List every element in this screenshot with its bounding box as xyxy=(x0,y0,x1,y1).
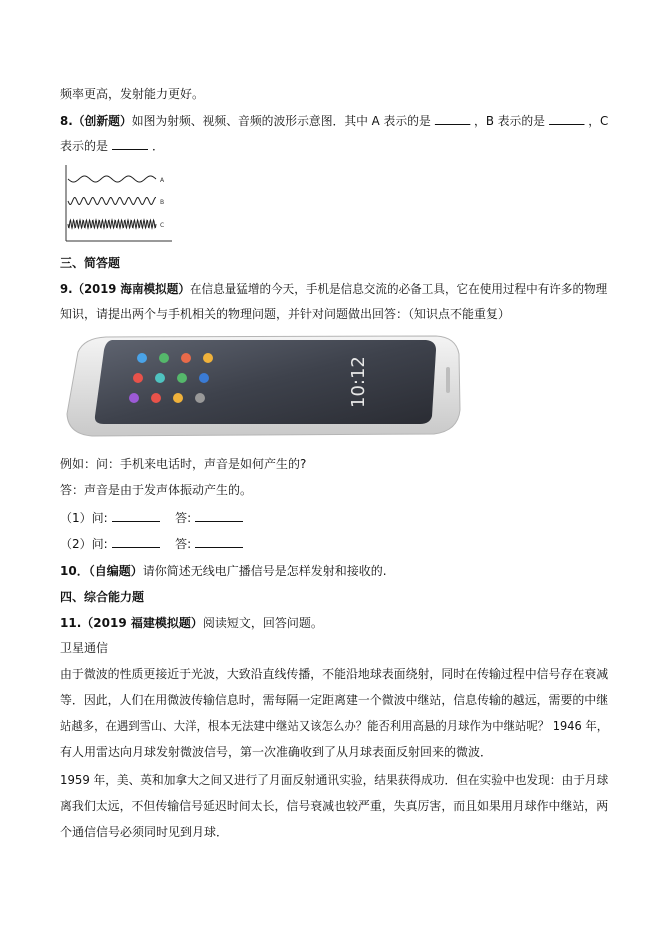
wave-label-a: A xyxy=(160,177,165,184)
app-icon xyxy=(155,373,165,383)
q9-item2-answer-label: 答: xyxy=(175,537,192,551)
wave-a-low-frequency xyxy=(68,176,156,182)
q9-example-answer: 答：声音是由于发声体振动产生的。 xyxy=(60,483,253,497)
q8-text-a: 如图为射频、视频、音频的波形示意图．其中 A 表示的是 xyxy=(131,114,431,128)
wave-c-high-frequency xyxy=(68,220,156,228)
question-10 xyxy=(60,563,387,579)
q8-blank-a[interactable] xyxy=(435,113,470,125)
wave-label-c: C xyxy=(160,222,165,229)
q11-p1-line-1: 由于微波的性质更接近于光波，大致沿直线传播，不能沿地球表面绕射，同时在传输过程中信号存在衰减 xyxy=(60,667,609,681)
q9-tag: （2019 海南模拟题） xyxy=(72,282,190,296)
app-icon xyxy=(173,393,183,403)
q8-blank-b[interactable] xyxy=(549,113,584,125)
q9-item2-question-blank[interactable] xyxy=(112,536,160,548)
q9-item1-question-blank[interactable] xyxy=(112,510,160,522)
q9-item-1 xyxy=(60,510,247,526)
section-3-heading: 三、简答题 xyxy=(60,256,121,270)
q11-p1-line-4: 有人用雷达向月球发射微波信号，第一次准确收到了从月球表面反射回来的微波． xyxy=(60,745,493,759)
q11-p2-line-1: 1959 年，美、英和加拿大之间又进行了月面反射通讯实验，结果获得成功．但在实验中也发现：由于月球 xyxy=(60,773,609,787)
app-icon xyxy=(159,353,169,363)
q8-tag: （创新题） xyxy=(72,114,132,128)
q9-item2-answer-blank[interactable] xyxy=(195,536,243,548)
wave-b-medium-frequency xyxy=(68,198,156,205)
question-8-line2 xyxy=(60,138,164,154)
q10-tag: （自编题） xyxy=(88,564,143,578)
q10-number: 10． xyxy=(60,564,89,578)
q8-blank-c[interactable] xyxy=(112,138,148,150)
app-icon xyxy=(133,373,143,383)
app-icon xyxy=(203,353,213,363)
q11-p2-line-2: 离我们太远，不但传输信号延迟时间太长，信号衰减也较严重，失真厉害，而且如果用月球作中继站，两 xyxy=(60,799,609,813)
app-icon xyxy=(195,393,205,403)
q9-item2-label: （2）问: xyxy=(60,537,108,551)
q11-number: 11. xyxy=(60,616,82,630)
phone-side-button xyxy=(446,367,450,393)
q11-p2-line-3: 个通信信号必须同时见到月球． xyxy=(60,825,229,839)
q11-tag: （2019 福建模拟题） xyxy=(81,616,203,630)
q8-text-c: ，C xyxy=(588,114,609,128)
q8-text-end: ． xyxy=(152,139,165,153)
q11-p1-line-2: 等．因此，人们在用微波传输信息时，需每隔一定距离建一个微波中继站，信息传输的越远，需要的中继 xyxy=(60,693,609,707)
app-icon xyxy=(177,373,187,383)
q8-text-b: ，B 表示的是 xyxy=(474,114,545,128)
app-icon xyxy=(137,353,147,363)
q9-item1-label: （1）问: xyxy=(60,511,108,525)
phone-clock: 10:12 xyxy=(348,356,369,408)
q10-text: 请你简述无线电广播信号是怎样发射和接收的. xyxy=(142,564,387,578)
question-8-line1 xyxy=(60,113,608,129)
q11-p1-line-3: 站越多，在遇到雪山、大洋，根本无法建中继站又该怎么办？能否利用高悬的月球作为中继站呢？ 1946 年， xyxy=(60,719,609,733)
app-icon xyxy=(199,373,209,383)
q9-item1-answer-label: 答: xyxy=(175,511,192,525)
wave-label-b: B xyxy=(160,199,165,206)
q11-article-title: 卫星通信 xyxy=(60,641,109,655)
q8-text-d: 表示的是 xyxy=(60,139,109,153)
app-icon xyxy=(151,393,161,403)
q9-number: 9. xyxy=(60,282,73,296)
phone-screen xyxy=(95,340,436,424)
app-icon xyxy=(181,353,191,363)
app-icon xyxy=(129,393,139,403)
q9-example-question: 例如：问：手机来电话时，声音是如何产生的? xyxy=(60,457,307,471)
q9-item1-answer-blank[interactable] xyxy=(195,510,243,522)
question-11 xyxy=(60,615,323,631)
q7-tail-text: 频率更高，发射能力更好。 xyxy=(60,87,205,101)
section-4-heading: 四、综合能力题 xyxy=(60,590,145,604)
q9-line1-text: 在信息量猛增的今天，手机是信息交流的必备工具，它在使用过程中有许多的物理 xyxy=(189,282,608,296)
q8-number: 8. xyxy=(60,114,73,128)
smartphone-image xyxy=(64,332,462,440)
q11-text: 阅读短文，回答问题。 xyxy=(202,616,323,630)
q9-item-2 xyxy=(60,536,247,552)
question-9-line1 xyxy=(60,281,607,297)
q9-line2: 知识，请提出两个与手机相关的物理问题，并针对问题做出回答：（知识点不能重复） xyxy=(60,307,511,321)
waveform-figure xyxy=(62,163,174,243)
